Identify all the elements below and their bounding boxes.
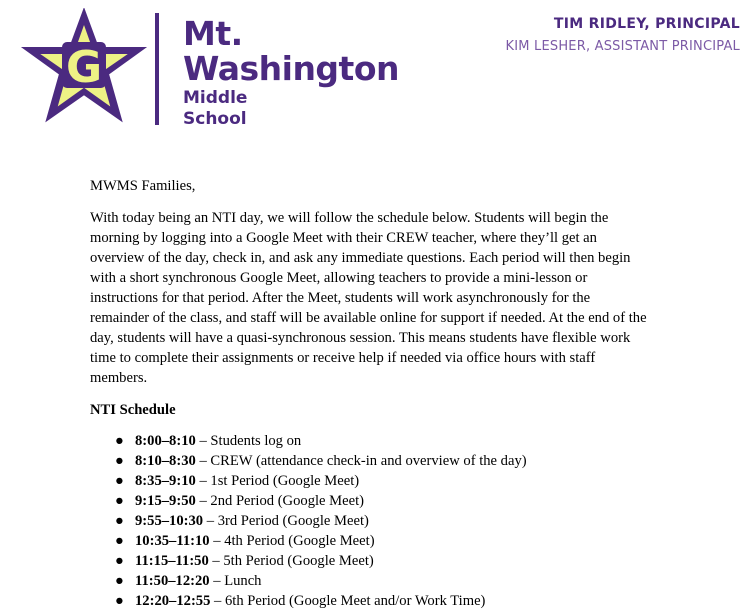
schedule-time: 8:00–8:10 xyxy=(135,433,196,449)
schedule-time: 8:10–8:30 xyxy=(135,453,196,469)
schedule-item xyxy=(115,591,650,611)
schedule-time: 9:55–10:30 xyxy=(135,513,204,529)
schedule-time: 9:15–9:50 xyxy=(135,493,196,509)
bullet-icon: ● xyxy=(115,453,124,469)
star-logo-icon xyxy=(20,8,148,126)
schedule-desc: – CREW (attendance check-in and overview of the day) xyxy=(195,453,527,469)
bullet-icon: ● xyxy=(115,553,124,569)
principal-name: TIM RIDLEY, PRINCIPAL xyxy=(553,16,740,32)
bullet-icon: ● xyxy=(115,593,124,609)
school-name-line3: Middle xyxy=(183,88,248,108)
schedule-item xyxy=(115,471,650,491)
logo-letter: G xyxy=(65,42,103,93)
schedule-desc: – 2nd Period (Google Meet) xyxy=(195,493,365,509)
schedule-item xyxy=(115,571,650,591)
bullet-icon: ● xyxy=(115,533,124,549)
schedule-desc: – Students log on xyxy=(195,433,302,449)
bullet-icon: ● xyxy=(115,473,124,489)
schedule-time: 10:35–11:10 xyxy=(135,533,210,549)
schedule-item xyxy=(115,491,650,511)
school-name xyxy=(183,16,399,130)
header-divider xyxy=(155,13,159,125)
bullet-icon: ● xyxy=(115,493,124,509)
schedule-time: 11:50–12:20 xyxy=(135,573,210,589)
schedule-item xyxy=(115,451,650,471)
bullet-icon: ● xyxy=(115,433,124,449)
bullet-icon: ● xyxy=(115,513,124,529)
schedule-title: NTI Schedule xyxy=(90,402,176,418)
schedule-desc: – 3rd Period (Google Meet) xyxy=(203,513,369,529)
schedule-item xyxy=(115,511,650,531)
schedule-item xyxy=(115,531,650,551)
letter-content xyxy=(90,176,650,611)
schedule-desc: – 6th Period (Google Meet and/or Work Time) xyxy=(210,593,486,609)
schedule-desc: – 1st Period (Google Meet) xyxy=(195,473,360,489)
schedule-desc: – 5th Period (Google Meet) xyxy=(208,553,374,569)
bullet-icon: ● xyxy=(115,573,124,589)
schedule-time: 11:15–11:50 xyxy=(135,553,209,569)
schedule-item xyxy=(115,431,650,451)
school-name-line4: School xyxy=(183,109,247,129)
letter-body: With today being an NTI day, we will follow the schedule below. Students will begin the morning by logging into a Google Meet with their CREW teacher, where they’ll get an overview of the day, check in, and ask any immediate questions. Each period will then begin with a short synchronous Google Meet, allowing teachers to provide a mini-lesson or instructions for that period. After the Meet, students will work asynchronously for the remainder of the class, and staff will be available online for support if needed. At the end of the day, students will have a quasi-synchronous session. This means students have flexible work time to complete their assignments or receive help if needed via office hours with staff members. xyxy=(90,210,647,386)
school-logo xyxy=(20,8,148,126)
schedule-time: 12:20–12:55 xyxy=(135,593,211,609)
schedule-desc: – 4th Period (Google Meet) xyxy=(209,533,375,549)
schedule-desc: – Lunch xyxy=(209,573,262,589)
school-name-line1: Mt. xyxy=(183,14,243,53)
schedule-item xyxy=(115,551,650,571)
schedule-list xyxy=(90,431,650,611)
assistant-principal-name: KIM LESHER, ASSISTANT PRINCIPAL xyxy=(505,39,740,54)
letter-greeting: MWMS Families, xyxy=(90,178,196,194)
schedule-time: 8:35–9:10 xyxy=(135,473,196,489)
school-name-line2: Washington xyxy=(183,49,399,88)
staff-header xyxy=(506,14,741,57)
